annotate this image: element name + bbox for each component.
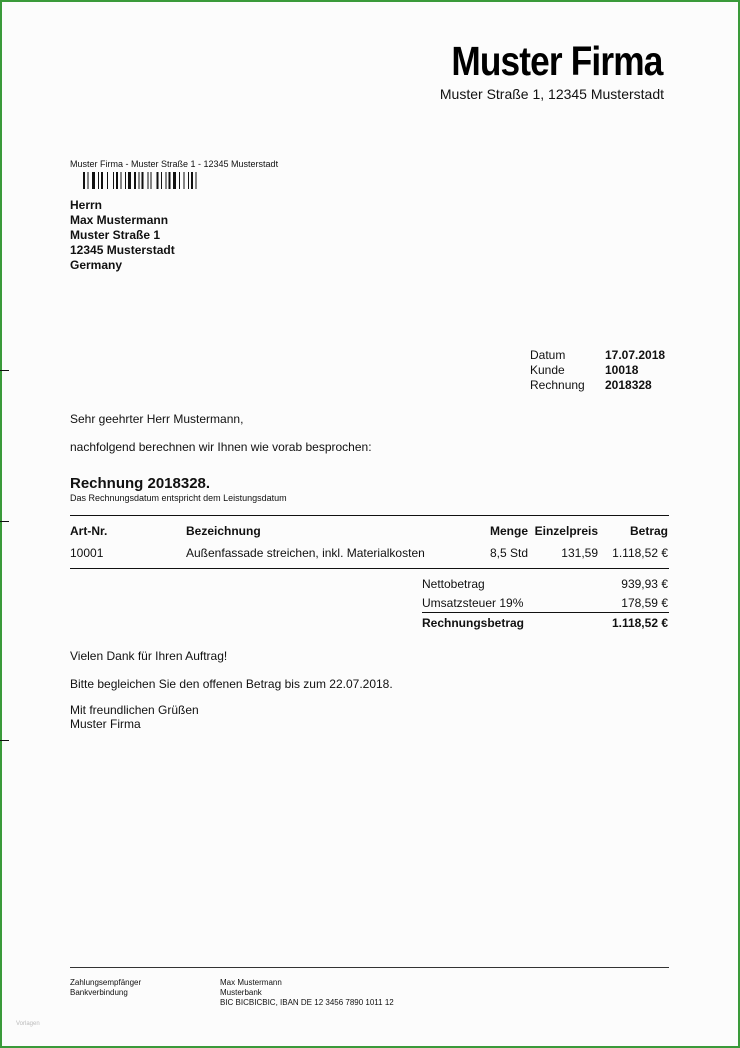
net-value: 939,93 €: [621, 577, 668, 591]
vat-label: Umsatzsteuer 19%: [422, 596, 524, 610]
fold-mark-middle: [0, 521, 9, 522]
intro-text: nachfolgend berechnen wir Ihnen wie vorab besprochen:: [70, 440, 372, 454]
table-top-rule: [70, 515, 669, 516]
date-value: 17.07.2018: [605, 348, 666, 362]
totals-rule: [422, 612, 669, 613]
net-label: Nettobetrag: [422, 577, 485, 591]
company-name: Muster Firma: [450, 38, 662, 84]
footer-bank-name: Musterbank: [220, 988, 262, 997]
fold-mark-bottom: [0, 740, 9, 741]
date-label: Datum: [530, 348, 566, 362]
header-quantity: Menge: [489, 524, 528, 538]
customer-label: Kunde: [530, 363, 565, 377]
invoice-title: Rechnung 2018328.: [70, 475, 211, 492]
footer-rule: [70, 967, 669, 968]
gross-label: Rechnungsbetrag: [422, 616, 525, 630]
row-art-nr: 10001: [70, 546, 104, 560]
row-unit-price: 131,59: [561, 546, 598, 560]
thanks-text: Vielen Dank für Ihren Auftrag!: [70, 649, 228, 663]
payment-text: Bitte begleichen Sie den offenen Betrag bis zum 22.07.2018.: [70, 677, 393, 691]
footer-label-recipient: Zahlungsempfänger: [70, 978, 142, 987]
row-description: Außenfassade streichen, inkl. Materialkosten: [186, 546, 425, 560]
customer-value: 10018: [605, 363, 639, 377]
closing-text: Mit freundlichen Grüßen: [70, 703, 199, 717]
watermark: Vorlagen: [16, 1021, 40, 1027]
gross-value: 1.118,52 €: [611, 616, 668, 630]
table-bottom-rule: [70, 568, 669, 569]
footer-labels: [70, 978, 141, 998]
recipient-country: Germany: [70, 258, 123, 272]
signature-text: Muster Firma: [70, 717, 141, 731]
footer-values: [220, 978, 394, 1008]
header-description: Bezeichnung: [186, 524, 261, 538]
recipient-street: Muster Straße 1: [70, 228, 161, 242]
invoice-label: Rechnung: [530, 378, 585, 392]
recipient-address: [70, 198, 175, 273]
footer-label-bank: Bankverbindung: [70, 988, 128, 997]
recipient-name: Max Mustermann: [70, 213, 169, 227]
row-quantity: 8,5 Std: [489, 546, 528, 560]
greeting: Sehr geehrter Herr Mustermann,: [70, 412, 244, 426]
company-address: Muster Straße 1, 12345 Musterstadt: [439, 86, 664, 102]
row-amount: 1.118,52 €: [612, 546, 668, 560]
recipient-salutation: Herrn: [70, 198, 103, 212]
header-unit-price: Einzelpreis: [534, 524, 598, 538]
vat-value: 178,59 €: [621, 596, 668, 610]
invoice-meta: [530, 348, 665, 393]
sender-line: Muster Firma - Muster Straße 1 - 12345 Musterstadt: [70, 159, 279, 169]
header-art-nr: Art-Nr.: [70, 524, 108, 538]
invoice-value: 2018328: [605, 378, 652, 392]
recipient-city: 12345 Musterstadt: [70, 243, 175, 257]
barcode-icon: [83, 172, 235, 189]
footer-recipient-name: Max Mustermann: [220, 978, 282, 987]
header-amount: Betrag: [629, 524, 668, 538]
footer-bank-details: BIC BICBICBIC, IBAN DE 12 3456 7890 1011 12: [220, 998, 394, 1007]
invoice-subnote: Das Rechnungsdatum entspricht dem Leistungsdatum: [70, 493, 287, 503]
fold-mark-top: [0, 370, 9, 371]
